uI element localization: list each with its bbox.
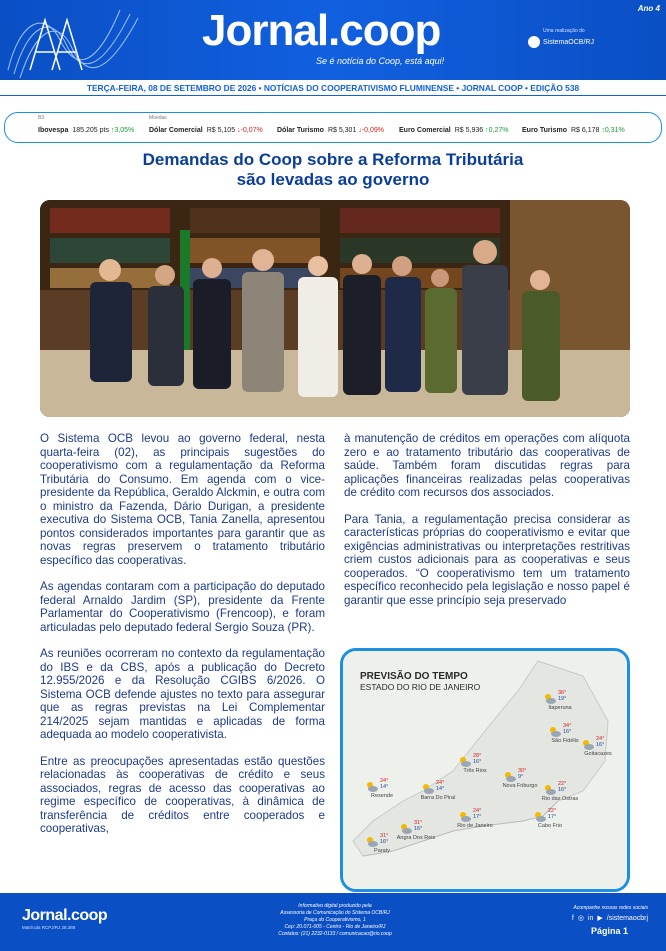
weather-city-name: Rio das Ostras	[541, 796, 579, 802]
weather-high: 24°	[436, 780, 445, 786]
market-item-ibovespa	[38, 127, 134, 134]
footer-info-line: Contatos: (21) 2232-0133 / comunicacao@rio.coop	[278, 931, 392, 937]
weather-city-name: Rio de Janeiro	[457, 823, 493, 829]
weather-low: 16°	[414, 826, 423, 832]
market-item-name: Ibovespa	[38, 127, 69, 134]
weather-city-name: Paraty	[374, 848, 390, 854]
swirl-decoration-icon	[0, 0, 140, 80]
partly-cloudy-icon	[503, 771, 517, 783]
market-caption-b3: B3	[38, 115, 45, 121]
weather-low: 16°	[473, 759, 482, 765]
footer-info-line: Assessoria de Comunicação do Sistema OCB/RJ	[280, 910, 390, 916]
weather-city-name: Três Rios	[463, 768, 487, 774]
partly-cloudy-icon	[365, 836, 379, 848]
market-item-name: Euro Comercial	[399, 127, 451, 134]
weather-high: 24°	[380, 778, 389, 784]
weather-high: 28°	[473, 753, 482, 759]
weather-high: 30°	[518, 768, 527, 774]
weather-low: 14°	[436, 786, 445, 792]
weather-city-name: Itaperuna	[548, 705, 572, 711]
footer-social	[572, 914, 648, 922]
weather-widget	[340, 648, 630, 892]
market-item-change: ↓-0,07%	[237, 127, 263, 134]
masthead-logo: Jornal.coop	[202, 6, 441, 55]
weather-high: 22°	[548, 808, 557, 814]
market-ticker	[4, 112, 662, 143]
weather-city-name: Nova Friburgo	[502, 783, 538, 789]
weather-high: 31°	[380, 833, 389, 839]
weather-high: 36°	[558, 690, 567, 696]
footer-logo: Jornal.coop	[22, 907, 108, 924]
weather-high: 22°	[558, 781, 567, 787]
weather-low: 16°	[558, 787, 567, 793]
partly-cloudy-icon	[548, 726, 562, 738]
footer-info	[260, 903, 410, 938]
market-caption-moedas: Moedas	[149, 115, 167, 121]
partly-cloudy-icon	[543, 784, 557, 796]
social-handle[interactable]: /sistemaocbrj	[606, 914, 648, 922]
footer-info-line: Praça do Cooperativismo, 1	[304, 917, 366, 923]
market-item-value: 185.205 pts	[72, 127, 109, 134]
footer-registration: Matrícula RCPJ/RJ 28.369	[22, 925, 76, 930]
article-paragraph: As agendas contaram com a participação do deputado federal Arnaldo Jardim (SP), presidente da Frente Parlamentar do Cooperativismo (Frencoop), e foram articuladas pelo deputado federal Sergio Souza (PR).	[40, 580, 325, 634]
weather-city-name: São Fidélis	[551, 738, 579, 744]
market-item-change: ↑0,27%	[485, 127, 509, 134]
market-item-dolar-turismo	[277, 127, 384, 134]
market-item-value: R$ 6,178	[570, 127, 600, 134]
partly-cloudy-icon	[581, 739, 595, 751]
partly-cloudy-icon	[365, 781, 379, 793]
article-paragraph: O Sistema OCB levou ao governo federal, nesta quarta-feira (02), as principais sugestões do cooperativismo com a regulamentação da Reforma Tributária do Consumo. Em agenda com o vice-presidente da República, Geraldo Alckmin, e outra com o ministro da Fazenda, Dário Durigan, a presidente executiva do Sistema OCB, Tania Zanella, apresentou pontos considerados importantes para garantir que as novas regras preservem o tratamento tributário específico das cooperativas.	[40, 432, 325, 567]
masthead-tagline: Se é notícia do Coop, está aqui!	[316, 56, 445, 66]
market-item-name: Dólar Comercial	[149, 127, 203, 134]
market-item-value: R$ 5,105	[206, 127, 236, 134]
org-logo-text: SistemaOCB/RJ	[543, 38, 594, 46]
weather-low: 16°	[380, 839, 389, 845]
youtube-icon[interactable]: ▶	[597, 915, 603, 922]
partly-cloudy-icon	[399, 823, 413, 835]
article-photo	[40, 200, 630, 417]
dateline: TERÇA-FEIRA, 08 DE SETEMBRO DE 2026 • NOTÍCIAS DO COOPERATIVISMO FLUMINENSE • JORNAL COOP • EDIÇÃO 538	[0, 80, 666, 96]
weather-low: 14°	[380, 784, 389, 790]
meeting-photo-illustration	[40, 200, 630, 417]
article-title-line2: são levadas ao governo	[236, 170, 430, 189]
weather-high: 24°	[473, 808, 482, 814]
market-item-euro-comercial	[399, 127, 508, 134]
weather-city-name: Barra Do Piraí	[420, 795, 456, 801]
masthead	[0, 0, 666, 80]
weather-low: 16°	[563, 729, 572, 735]
weather-subtitle: ESTADO DO RIO DE JANEIRO	[360, 682, 481, 692]
market-item-dolar-comercial	[149, 127, 263, 134]
edition-tag: Ano 4	[637, 4, 660, 13]
weather-high: 31°	[414, 820, 423, 826]
footer-info-line: Informativo digital produzido pela	[298, 903, 372, 909]
page-number: Página 1	[590, 926, 628, 936]
market-item-change: ↑0,31%	[601, 127, 625, 134]
article-paragraph: As reuniões ocorreram no contexto da regulamentação do IBS e da CBS, após a publicação do Decreto 12.955/2026 e da Resolução CGIBS 6/2026. O Sistema OCB defende ajustes no texto para assegurar que as regras previstas na Lei Complementar 214/2025 sejam mantidas e aplicadas de forma adequada ao modelo cooperativista.	[40, 647, 325, 741]
facebook-icon[interactable]: f	[571, 914, 574, 922]
article-paragraph: à manutenção de créditos em operações com alíquota zero e ao tratamento tributário das cooperativas de saúde. Também foram discutidas regras para aplicações financeiras realizadas pelas cooperativas de crédito com recursos dos associados.	[344, 432, 630, 499]
weather-high: 34°	[563, 723, 572, 729]
market-item-name: Dólar Turismo	[277, 127, 324, 134]
footer-info-line: Cep: 20.071-005 - Centro - Rio de Janeiro/RJ	[284, 924, 386, 930]
footer-social-label: Acompanhe nossas redes sociais	[573, 905, 648, 911]
weather-low: 17°	[548, 814, 557, 820]
article-paragraph: Entre as preocupações apresentadas estão questões relacionadas às cooperativas de crédito e seus associados, regras de acesso das cooperativas ao regime específico de cooperativas, à dinâmica de transferência de créditos entre cooperados e cooperativas,	[40, 754, 325, 835]
instagram-icon[interactable]: ◎	[577, 915, 584, 922]
linkedin-icon[interactable]: in	[587, 914, 594, 922]
article-title-line1: Demandas do Coop sobre a Reforma Tributária	[142, 150, 524, 169]
org-logo	[528, 36, 594, 48]
weather-low: 9°	[518, 774, 524, 780]
market-item-change: ↓-0,09%	[358, 127, 384, 134]
partly-cloudy-icon	[533, 811, 547, 823]
article-paragraph: Para Tania, a regulamentação precisa considerar as características próprias do cooperativismo e evitar que exigências administrativas ou interpretações restritivas criem custos adicionais para as cooperativas e seus cooperados. “O cooperativismo tem um tratamento específico reconhecido pela legislação e nosso papel é garantir que esse princípio seja preservado	[344, 512, 630, 607]
market-item-value: R$ 5,936	[454, 127, 484, 134]
partly-cloudy-icon	[458, 756, 472, 768]
market-item-name: Euro Turismo	[522, 127, 567, 134]
weather-city-name: Goitacazes	[584, 751, 612, 757]
weather-low: 19°	[558, 696, 567, 702]
weather-city-name: Cabo Frio	[537, 823, 563, 829]
org-logo-icon	[528, 36, 540, 48]
weather-city-name: Resende	[370, 793, 394, 799]
weather-title: PREVISÃO DO TEMPO	[360, 671, 468, 682]
realization-label: Uma realização do	[543, 28, 585, 34]
market-item-euro-turismo	[522, 127, 625, 134]
weather-city-name: Angra Dos Reis	[396, 835, 436, 841]
partly-cloudy-icon	[543, 693, 557, 705]
weather-low: 17°	[473, 814, 482, 820]
market-item-value: R$ 5,301	[327, 127, 357, 134]
weather-low: 16°	[596, 742, 605, 748]
weather-high: 24°	[596, 736, 605, 742]
page-footer	[0, 893, 666, 951]
article-column-right	[344, 432, 630, 620]
partly-cloudy-icon	[458, 811, 472, 823]
article-column-left	[40, 432, 325, 849]
market-item-change: ↑3,05%	[110, 127, 135, 134]
article-title	[60, 150, 606, 190]
partly-cloudy-icon	[421, 783, 435, 795]
